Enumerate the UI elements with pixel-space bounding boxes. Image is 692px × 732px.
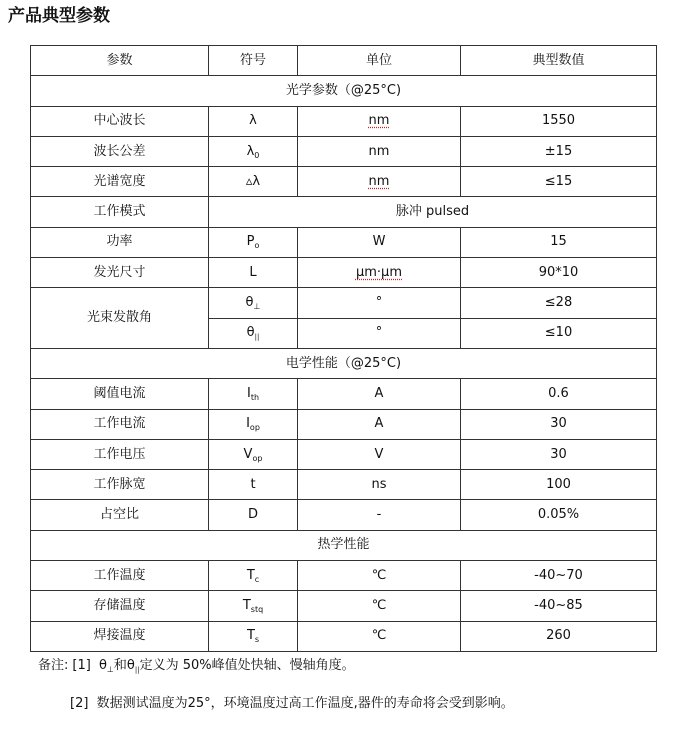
unit-cell — [298, 167, 461, 197]
table-row — [31, 136, 657, 166]
symbol-subscript: op — [249, 423, 260, 433]
table-row — [31, 288, 657, 318]
param-cell: 光谱宽度 — [31, 167, 209, 197]
param-cell: 中心波长 — [31, 106, 209, 136]
header-row — [31, 46, 657, 76]
section-optical: 光学参数（@25°C) — [31, 76, 657, 106]
param-cell: 工作温度 — [31, 561, 209, 591]
symbol-subscript: ⊥ — [253, 302, 261, 312]
symbol-cell — [209, 136, 298, 166]
note-2-index: [2] — [70, 696, 89, 711]
note-1-sub-para: || — [134, 666, 140, 674]
symbol-base: I — [246, 416, 250, 432]
unit-cell: W — [298, 227, 461, 257]
value-cell: 0.6 — [461, 379, 657, 409]
unit-text: μm·μm — [355, 264, 402, 280]
symbol-base: θ — [245, 295, 254, 311]
symbol-subscript: s — [254, 635, 260, 645]
unit-text: nm — [368, 113, 390, 129]
symbol-cell — [209, 288, 298, 318]
symbol-cell: t — [209, 470, 298, 500]
table-row — [31, 106, 657, 136]
note-2-text: 数据测试温度为25°，环境温度过高工作温度,器件的寿命将会受到影响。 — [96, 696, 514, 711]
table-row — [31, 439, 657, 469]
symbol-base: I — [246, 385, 251, 401]
symbol-subscript: 0 — [254, 150, 260, 160]
table-row — [31, 167, 657, 197]
param-cell: 光束发散角 — [31, 288, 209, 349]
section-row-electrical — [31, 348, 657, 378]
param-cell: 阈值电流 — [31, 379, 209, 409]
header-unit: 单位 — [298, 46, 461, 76]
param-cell: 存储温度 — [31, 591, 209, 621]
value-cell: 15 — [461, 227, 657, 257]
unit-cell: A — [298, 409, 461, 439]
note-1 — [38, 657, 355, 675]
symbol-cell — [209, 621, 298, 651]
param-cell: 工作脉宽 — [31, 470, 209, 500]
unit-cell: ns — [298, 470, 461, 500]
value-cell: 90*10 — [461, 258, 657, 288]
notes-label: 备注: — [38, 658, 69, 673]
unit-cell — [298, 258, 461, 288]
symbol-cell: ▵λ — [209, 167, 298, 197]
symbol-base: T — [242, 597, 251, 613]
unit-cell: V — [298, 439, 461, 469]
table-row — [31, 227, 657, 257]
param-cell: 工作电流 — [31, 409, 209, 439]
symbol-base: λ — [246, 143, 255, 159]
symbol-base: P — [246, 234, 255, 250]
param-cell: 工作电压 — [31, 439, 209, 469]
unit-cell — [298, 106, 461, 136]
table-row — [31, 591, 657, 621]
symbol-cell — [209, 318, 298, 348]
page-title: 产品典型参数 — [8, 6, 110, 26]
param-cell: 发光尺寸 — [31, 258, 209, 288]
symbol-subscript: op — [252, 453, 263, 463]
unit-cell: nm — [298, 136, 461, 166]
param-cell: 占空比 — [31, 500, 209, 530]
symbol-base: θ — [246, 325, 255, 341]
value-cell: ±15 — [461, 136, 657, 166]
value-cell: 0.05% — [461, 500, 657, 530]
value-cell: 1550 — [461, 106, 657, 136]
symbol-cell: λ — [209, 106, 298, 136]
symbol-cell — [209, 561, 298, 591]
table-row — [31, 470, 657, 500]
table-row — [31, 561, 657, 591]
param-cell: 焊接温度 — [31, 621, 209, 651]
table-row — [31, 258, 657, 288]
unit-text: nm — [368, 173, 390, 189]
unit-cell: A — [298, 379, 461, 409]
unit-cell: ℃ — [298, 561, 461, 591]
symbol-cell — [209, 227, 298, 257]
header-param: 参数 — [31, 46, 209, 76]
note-1-and: 和θ — [113, 658, 135, 673]
table-row — [31, 621, 657, 651]
value-cell: -40~70 — [461, 561, 657, 591]
section-electrical: 电学性能（@25°C) — [31, 348, 657, 378]
symbol-subscript: stq — [250, 604, 264, 614]
unit-cell: ℃ — [298, 591, 461, 621]
symbol-subscript: c — [254, 574, 260, 584]
param-cell: 功率 — [31, 227, 209, 257]
header-value: 典型数值 — [461, 46, 657, 76]
symbol-cell — [209, 409, 298, 439]
value-cell: 30 — [461, 409, 657, 439]
table-row — [31, 500, 657, 530]
value-cell: ≤10 — [461, 318, 657, 348]
symbol-cell: L — [209, 258, 298, 288]
note-2 — [70, 695, 514, 713]
symbol-cell — [209, 379, 298, 409]
symbol-subscript: th — [250, 392, 260, 402]
table-row — [31, 379, 657, 409]
table-row — [31, 197, 657, 227]
note-1-text: 定义为 50%峰值处快轴、慢轴角度。 — [139, 658, 355, 673]
unit-cell: ° — [298, 288, 461, 318]
param-cell: 工作模式 — [31, 197, 209, 227]
symbol-base: T — [246, 628, 255, 644]
note-1-index: [1] — [72, 658, 91, 673]
symbol-cell — [209, 439, 298, 469]
unit-cell: - — [298, 500, 461, 530]
symbol-cell: D — [209, 500, 298, 530]
value-cell: 100 — [461, 470, 657, 500]
section-row-optical — [31, 76, 657, 106]
symbol-base: T — [246, 567, 255, 583]
symbol-subscript: || — [254, 333, 260, 342]
parameter-table — [30, 45, 657, 652]
value-cell: ≤28 — [461, 288, 657, 318]
value-cell: 30 — [461, 439, 657, 469]
value-cell: 脉冲 pulsed — [209, 197, 657, 227]
symbol-subscript: o — [254, 241, 260, 251]
note-1-theta: θ — [98, 658, 107, 673]
unit-cell: ℃ — [298, 621, 461, 651]
header-symbol: 符号 — [209, 46, 298, 76]
value-cell: ≤15 — [461, 167, 657, 197]
symbol-cell — [209, 591, 298, 621]
section-row-thermal — [31, 530, 657, 560]
section-thermal: 热学性能 — [31, 530, 657, 560]
note-1-sub-perp: ⊥ — [106, 665, 114, 674]
unit-cell: ° — [298, 318, 461, 348]
value-cell: -40~85 — [461, 591, 657, 621]
param-cell: 波长公差 — [31, 136, 209, 166]
symbol-base: V — [243, 446, 253, 462]
value-cell: 260 — [461, 621, 657, 651]
table-row — [31, 409, 657, 439]
